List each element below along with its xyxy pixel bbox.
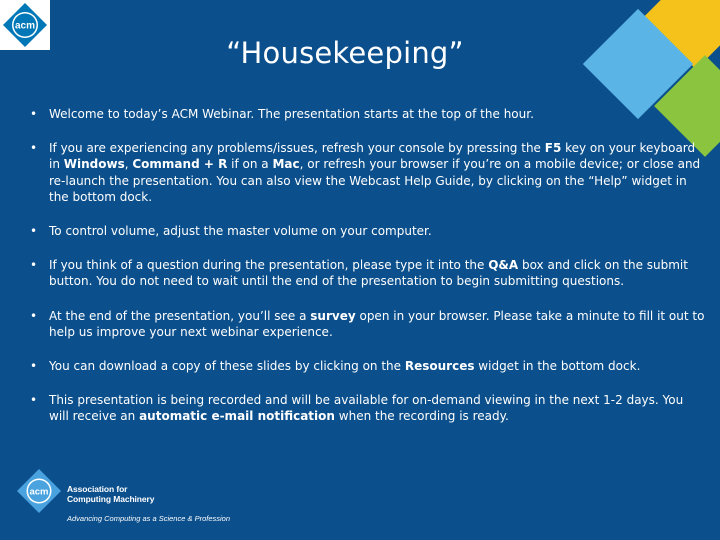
bullet-emphasis: F5: [544, 141, 562, 156]
bullet-text: If you think of a question during the presentation, please type it into the: [49, 258, 489, 273]
bullet-text: box and click on the submit button. You do not need to wait until the end of the presentation to begin submitting questions.: [49, 258, 688, 289]
bullet-text: If you are experiencing any problems/issues, refresh your console by pressing the: [49, 141, 545, 156]
bullet-text: , or refresh your browser if you’re on a mobile device; or close and re-launch the presentation. You can also view the Webcast Help Guide, by clicking on the “Help” widget in the bottom dock.: [49, 157, 701, 204]
bullet-text: This presentation is being recorded and will be available for on-demand viewing in the next 1-2 days. You will receive an: [49, 393, 684, 424]
bullet-text: At the end of the presentation, you’ll see a: [49, 308, 311, 323]
bullet-text: widget in the bottom dock.: [474, 359, 641, 374]
bullet-item: [30, 223, 706, 239]
bullet-list: [30, 106, 706, 443]
bullet-text: open in your browser. Please take a minute to fill it out to help us improve your next webinar experience.: [49, 308, 705, 339]
bullet-item: [30, 257, 706, 289]
bullet-emphasis: Windows: [63, 157, 125, 172]
bullet-item: [30, 140, 706, 205]
acm-emblem-text: acm: [29, 486, 49, 498]
bullet-emphasis: Command + R: [132, 157, 228, 172]
org-tagline: Advancing Computing as a Science & Profession: [67, 514, 231, 523]
bullet-emphasis: Q&A: [488, 258, 519, 273]
bullet-item: [30, 308, 706, 340]
bullet-text: ,: [124, 157, 133, 172]
bullet-text: You can download a copy of these slides by clicking on the: [49, 359, 405, 374]
bullet-text: Welcome to today’s ACM Webinar. The presentation starts at the top of the hour.: [49, 107, 534, 121]
page-title: “Housekeeping”: [226, 36, 464, 70]
acm-logo-text: acm: [14, 20, 36, 32]
bullet-text: key on your keyboard in: [49, 141, 696, 172]
bullet-item: [30, 392, 706, 424]
bullet-emphasis: Resources: [404, 359, 475, 374]
bullet-emphasis: automatic e-mail notification: [139, 409, 335, 424]
acm-emblem-icon: [16, 468, 62, 514]
bullet-emphasis: Mac: [272, 157, 300, 172]
org-name: Association for Computing Machinery: [67, 484, 155, 504]
bullet-emphasis: survey: [310, 308, 356, 323]
bullet-text: when the recording is ready.: [334, 409, 509, 424]
bullet-item: [30, 358, 706, 374]
bullet-text: if on a: [227, 157, 273, 172]
bullet-text: To control volume, adjust the master volume on your computer.: [49, 224, 432, 239]
bullet-item: [30, 106, 706, 122]
acm-footer-logo: [16, 468, 276, 528]
